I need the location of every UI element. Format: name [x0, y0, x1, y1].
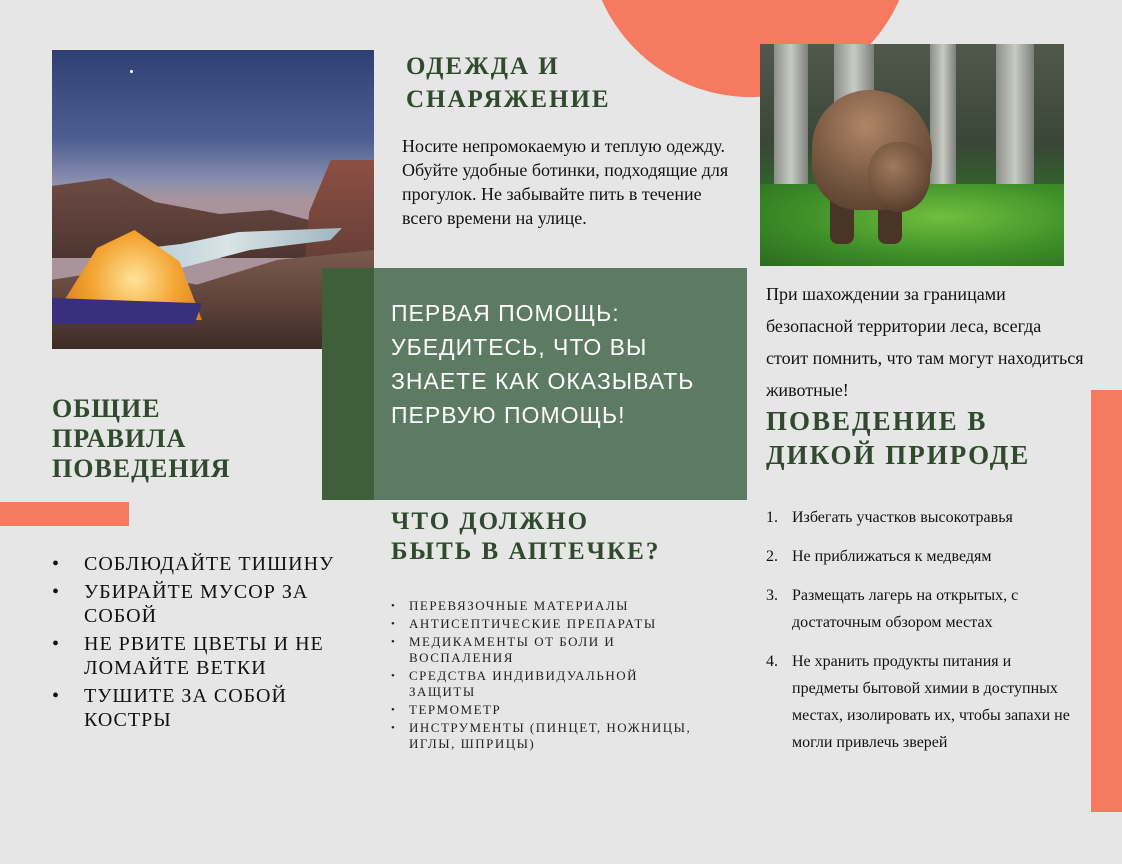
list-item-text: Не приближаться к медведям	[792, 548, 992, 565]
first-aid-kit-list	[391, 598, 701, 754]
list-item-text: СОБЛЮДАЙТЕ ТИШИНУ	[84, 553, 335, 575]
decorative-bar-right	[1091, 390, 1122, 812]
list-item	[766, 648, 1076, 756]
wild-title-line2: ДИКОЙ ПРИРОДЕ	[766, 440, 1031, 470]
bullet: •	[391, 600, 397, 612]
wild-behaviour-list	[766, 504, 1076, 768]
list-item	[52, 552, 352, 576]
list-item-text: МЕДИКАМЕНТЫ ОТ БОЛИ И ВОСПАЛЕНИЯ	[409, 634, 616, 665]
kit-title-line1: ЧТО ДОЛЖНО	[391, 508, 590, 535]
list-item-text: ТУШИТЕ ЗА СОБОЙ КОСТРЫ	[84, 685, 287, 731]
bullet: •	[52, 581, 61, 603]
bullet: •	[391, 636, 397, 648]
list-item-text: Избегать участков высокотравья	[792, 509, 1013, 526]
list-item-text: Не хранить продукты питания и предметы бытовой химии в доступных местах, изолировать их, чтобы запахи не могли привлечь зверей	[792, 653, 1070, 751]
kit-title-line2: БЫТЬ В АПТЕЧКЕ?	[391, 538, 661, 565]
bullet: •	[391, 704, 397, 716]
decorative-bar-left	[0, 502, 129, 526]
animals-warning-text: При шахождении за границами безопасной территории леса, всегда стоит помнить, что там могут находиться животные!	[766, 284, 1084, 400]
general-title-line3: ПОВЕДЕНИЯ	[52, 454, 231, 483]
list-item-text: Размещать лагерь на открытых, с достаточным обзором местах	[792, 587, 1019, 631]
clothing-title-line1: ОДЕЖДА И	[406, 53, 560, 80]
bullet: •	[52, 633, 61, 655]
list-item	[766, 582, 1076, 636]
list-item	[391, 720, 701, 752]
tree-trunk	[930, 44, 956, 184]
list-item-text: ПЕРЕВЯЗОЧНЫЕ МАТЕРИАЛЫ	[409, 598, 629, 613]
general-title-line1: ОБЩИЕ	[52, 394, 161, 423]
list-item	[391, 634, 701, 666]
general-title-line2: ПРАВИЛА	[52, 424, 187, 453]
general-rules-list	[52, 552, 352, 736]
star	[130, 70, 133, 73]
list-item-text: ИНСТРУМЕНТЫ (ПИНЦЕТ, НОЖНИЦЫ, ИГЛЫ, ШПРИЦЫ)	[409, 720, 692, 751]
list-item-text: ТЕРМОМЕТР	[409, 702, 502, 717]
list-item	[391, 668, 701, 700]
list-item-text: УБИРАЙТЕ МУСОР ЗА СОБОЙ	[84, 581, 309, 627]
list-number: 3.	[766, 587, 778, 604]
clothing-text: Носите непромокаемую и теплую одежду. Обуйте удобные ботинки, подходящие для прогулок. Не забывайте пить в течение всего времени на улице.	[402, 136, 729, 228]
bullet: •	[391, 618, 397, 630]
list-item	[52, 580, 352, 628]
first-aid-text: ПЕРВАЯ ПОМОЩЬ: УБЕДИТЕСЬ, ЧТО ВЫ ЗНАЕТЕ КАК ОКАЗЫВАТЬ ПЕРВУЮ ПОМОЩЬ!	[391, 300, 695, 428]
clothing-title	[406, 50, 706, 116]
list-item	[766, 543, 1076, 570]
list-number: 2.	[766, 548, 778, 565]
tree-trunk	[774, 44, 808, 184]
tree-trunk	[996, 44, 1034, 184]
bear-photo	[760, 44, 1064, 266]
list-item-text: СРЕДСТВА ИНДИВИДУАЛЬНОЙ ЗАЩИТЫ	[409, 668, 638, 699]
bear-head	[868, 142, 930, 212]
bullet: •	[52, 553, 61, 575]
list-item	[52, 632, 352, 680]
wild-behaviour-title	[766, 404, 1076, 472]
general-rules-title	[52, 394, 312, 484]
bullet: •	[52, 685, 61, 707]
list-item	[391, 702, 701, 718]
first-aid-accent-bar	[322, 268, 375, 500]
list-number: 4.	[766, 653, 778, 670]
list-number: 1.	[766, 509, 778, 526]
list-item	[766, 504, 1076, 531]
clothing-title-line2: СНАРЯЖЕНИЕ	[406, 86, 611, 113]
list-item	[391, 616, 701, 632]
first-aid-kit-title	[391, 507, 711, 567]
wild-title-line1: ПОВЕДЕНИЕ В	[766, 406, 988, 436]
list-item-text: АНТИСЕПТИЧЕСКИЕ ПРЕПАРАТЫ	[409, 616, 657, 631]
list-item	[391, 598, 701, 614]
bullet: •	[391, 670, 397, 682]
bullet: •	[391, 722, 397, 734]
list-item-text: НЕ РВИТЕ ЦВЕТЫ И НЕ ЛОМАЙТЕ ВЕТКИ	[84, 633, 324, 679]
list-item	[52, 684, 352, 732]
